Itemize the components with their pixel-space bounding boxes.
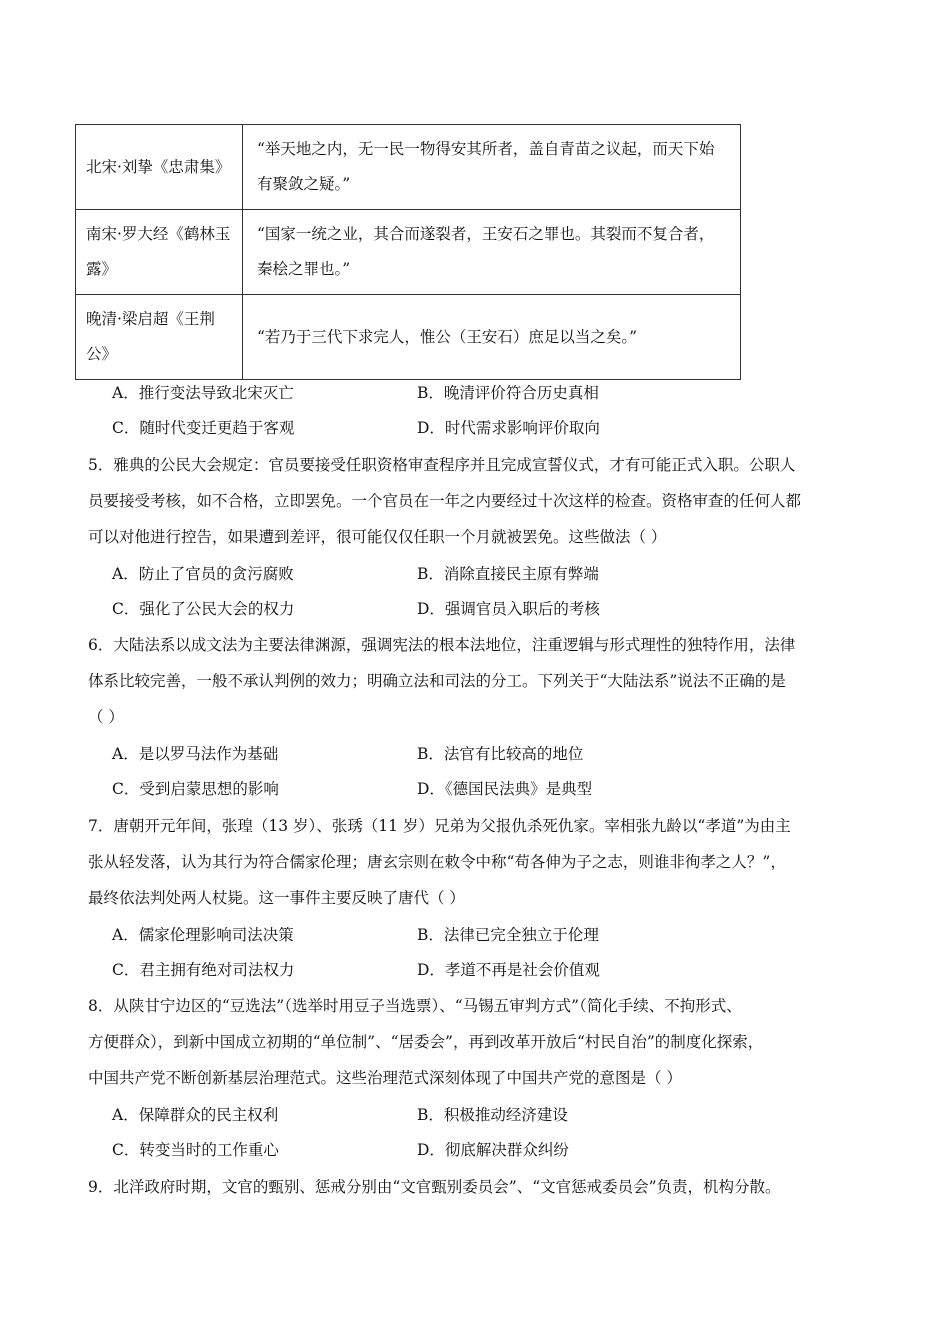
q4-option-d[interactable]: D．时代需求影响评价取向: [417, 419, 600, 437]
table-row: [76, 210, 741, 295]
question-text-line: 体系比较完善，一般不承认判例的效力；明确立法和司法的分工。下列关于“大陆法系”说法不正确的是: [88, 672, 786, 690]
q6-options-row-1: [112, 739, 872, 769]
quote-cell: “举天地之内，无一民一物得安其所者，盖自青苗之议起，而天下始有聚敛之疑。”: [243, 125, 741, 210]
q5-options-row-2: [112, 594, 872, 624]
quote-cell: “国家一统之业，其合而遂裂者，王安石之罪也。其裂而不复合者，秦桧之罪也。”: [243, 210, 741, 295]
q4-option-a[interactable]: A．推行变法导致北宋灭亡: [112, 384, 294, 402]
q4-options-row-1: [112, 378, 872, 408]
source-cell: 晚清·梁启超《王荆公》: [76, 295, 243, 380]
q4-options-row-2: [112, 413, 872, 443]
q7-option-a[interactable]: A．儒家伦理影响司法决策: [112, 926, 294, 944]
q5-option-c[interactable]: C．强化了公民大会的权力: [112, 600, 295, 618]
q7-option-d[interactable]: D．孝道不再是社会价值观: [417, 961, 600, 979]
question-text-line: 中国共产党不断创新基层治理范式。这些治理范式深刻体现了中国共产党的意图是（ ）: [88, 1069, 682, 1087]
question-6-stem: [88, 627, 868, 735]
question-text-line: 员要接受考核，如不合格，立即罢免。一个官员在一年之内要经过十次这样的检查。资格审查的任何人都: [88, 492, 802, 510]
q6-option-b[interactable]: B．法官有比较高的地位: [417, 745, 584, 763]
table-row: [76, 125, 741, 210]
question-8-stem: [88, 988, 868, 1096]
question-7-stem: [88, 808, 868, 916]
question-9-stem: [88, 1169, 868, 1205]
q8-options-row-1: [112, 1100, 872, 1130]
question-text-line: 9．北洋政府时期，文官的甄别、惩戒分别由“文官甄别委员会”、“文官惩戒委员会”负责，机构分散。: [88, 1178, 781, 1196]
quote-cell: “若乃于三代下求完人，惟公（王安石）庶足以当之矣。”: [243, 295, 741, 380]
q6-option-c[interactable]: C．受到启蒙思想的影响: [112, 780, 279, 798]
source-cell: 南宋·罗大经《鹤林玉露》: [76, 210, 243, 295]
q7-options-row-2: [112, 955, 872, 985]
q8-options-row-2: [112, 1135, 872, 1165]
q6-option-a[interactable]: A．是以罗马法作为基础: [112, 745, 279, 763]
q7-options-row-1: [112, 920, 872, 950]
question-text-line: 可以对他进行控告，如果遭到差评，很可能仅仅任职一个月就被罢免。这些做法（ ）: [88, 528, 667, 546]
question-text-line: 张从轻发落，认为其行为符合儒家伦理；唐玄宗则在敕令中称“苟各伸为子之志，则谁非徇孝之人？”，: [88, 853, 786, 871]
question-text-line: 5．雅典的公民大会规定：官员要接受任职资格审查程序并且完成宣誓仪式，才有可能正式入职。公职人: [88, 456, 796, 474]
question-text-line: 最终依法判处两人杖毙。这一事件主要反映了唐代（ ）: [88, 889, 465, 907]
q5-option-d[interactable]: D．强调官员入职后的考核: [417, 600, 600, 618]
question-text-line: 6．大陆法系以成文法为主要法律渊源，强调宪法的根本法地位，注重逻辑与形式理性的独特作用，法律: [88, 636, 796, 654]
q4-option-b[interactable]: B．晚清评价符合历史真相: [417, 384, 599, 402]
q7-option-c[interactable]: C．君主拥有绝对司法权力: [112, 961, 295, 979]
source-quote-table: [75, 124, 741, 380]
question-text-line: 方便群众），到新中国成立初期的“单位制”、“居委会”，再到改革开放后“村民自治”的制度化探索，: [88, 1033, 764, 1051]
q4-option-c[interactable]: C．随时代变迁更趋于客观: [112, 419, 295, 437]
q5-option-a[interactable]: A．防止了官员的贪污腐败: [112, 565, 294, 583]
table-row: [76, 295, 741, 380]
question-text-line: 7．唐朝开元年间，张瑝（13 岁）、张琇（11 岁）兄弟为父报仇杀死仇家。宰相张九龄以“孝道”为由主: [88, 817, 791, 835]
q8-option-d[interactable]: D．彻底解决群众纠纷: [417, 1141, 569, 1159]
q8-option-a[interactable]: A．保障群众的民主权利: [112, 1106, 279, 1124]
q5-options-row-1: [112, 559, 872, 589]
question-text-line: （ ）: [88, 708, 124, 726]
source-cell: 北宋·刘挚《忠肃集》: [76, 125, 243, 210]
q6-option-d[interactable]: D．《德国民法典》是典型: [417, 780, 593, 798]
q8-option-b[interactable]: B．积极推动经济建设: [417, 1106, 568, 1124]
q8-option-c[interactable]: C．转变当时的工作重心: [112, 1141, 279, 1159]
q5-option-b[interactable]: B．消除直接民主原有弊端: [417, 565, 599, 583]
question-text-line: 8．从陕甘宁边区的“豆选法”（选举时用豆子当选票）、“马锡五审判方式”（简化手续、不拘形式、: [88, 997, 742, 1015]
q7-option-b[interactable]: B．法律已完全独立于伦理: [417, 926, 599, 944]
q6-options-row-2: [112, 774, 872, 804]
question-5-stem: [88, 447, 868, 555]
